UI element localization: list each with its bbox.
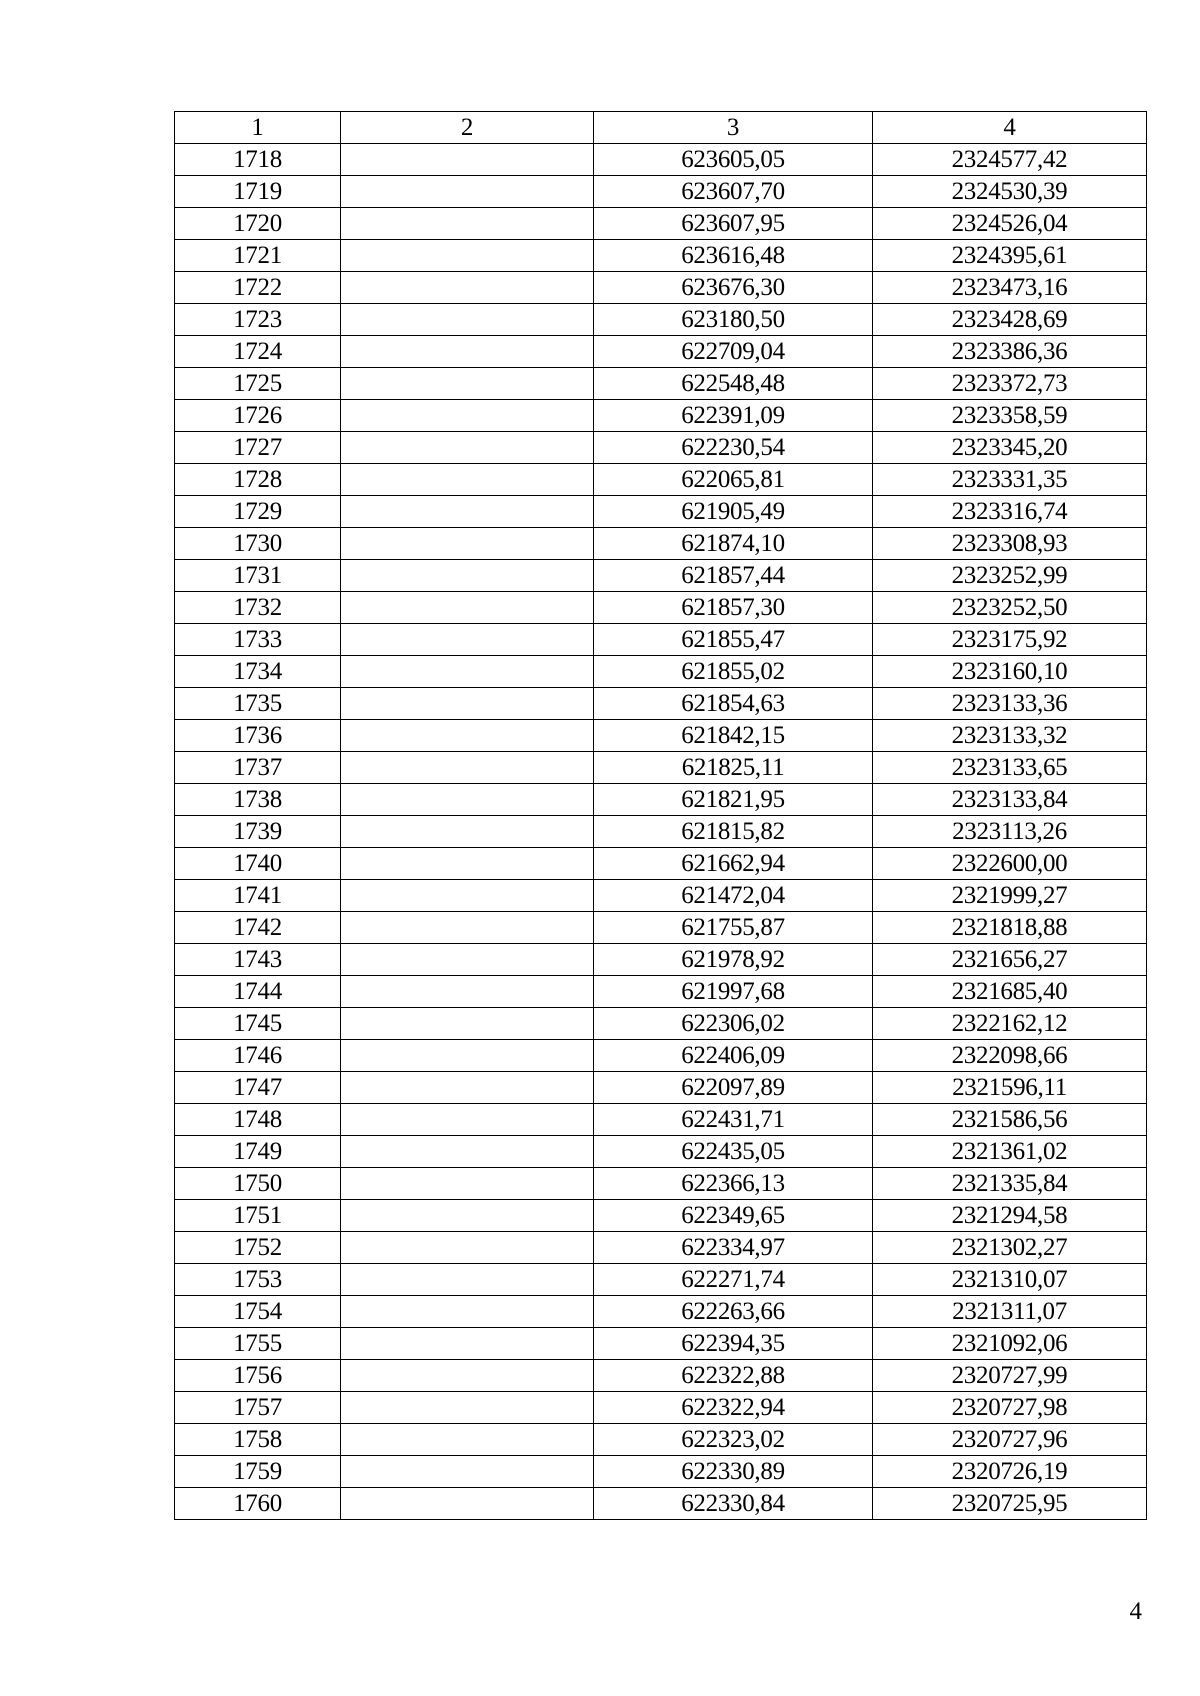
table-cell-col-3: 622391,09 [594,400,873,432]
table-cell-col-1: 1738 [175,784,341,816]
table-row [175,656,1147,688]
table-cell-col-3: 622709,04 [594,336,873,368]
table-cell-col-2 [341,528,594,560]
table-cell-col-1: 1755 [175,1328,341,1360]
table-row [175,784,1147,816]
table-cell-col-1: 1752 [175,1232,341,1264]
table-cell-col-2 [341,1264,594,1296]
page-number: 4 [1129,1598,1142,1625]
table-cell-col-4: 2321310,07 [873,1264,1147,1296]
table-cell-col-2 [341,1456,594,1488]
table-cell-col-3: 622394,35 [594,1328,873,1360]
table-header [175,112,1147,144]
table-cell-col-3: 621855,47 [594,624,873,656]
table-cell-col-1: 1727 [175,432,341,464]
table-cell-col-4: 2323175,92 [873,624,1147,656]
table-cell-col-1: 1726 [175,400,341,432]
table-row [175,144,1147,176]
table-row [175,1360,1147,1392]
table-row [175,1008,1147,1040]
table-row [175,752,1147,784]
table-cell-col-3: 621815,82 [594,816,873,848]
table-cell-col-2 [341,912,594,944]
table-cell-col-4: 2323345,20 [873,432,1147,464]
table-cell-col-3: 623605,05 [594,144,873,176]
table-cell-col-2 [341,1200,594,1232]
table-cell-col-4: 2321311,07 [873,1296,1147,1328]
table-cell-col-2 [341,464,594,496]
table-cell-col-4: 2321294,58 [873,1200,1147,1232]
table-cell-col-3: 623607,70 [594,176,873,208]
header-col-4: 4 [873,112,1147,144]
table-cell-col-2 [341,400,594,432]
table-cell-col-4: 2323473,16 [873,272,1147,304]
table-cell-col-2 [341,208,594,240]
table-cell-col-1: 1743 [175,944,341,976]
table-cell-col-1: 1759 [175,1456,341,1488]
table-cell-col-2 [341,1424,594,1456]
table-row [175,368,1147,400]
table-cell-col-4: 2323133,84 [873,784,1147,816]
table-cell-col-2 [341,784,594,816]
table-cell-col-4: 2321302,27 [873,1232,1147,1264]
table-cell-col-1: 1732 [175,592,341,624]
table-row [175,880,1147,912]
table-cell-col-3: 622334,97 [594,1232,873,1264]
table-row [175,720,1147,752]
table-cell-col-3: 622435,05 [594,1136,873,1168]
table-cell-col-4: 2321596,11 [873,1072,1147,1104]
table-row [175,976,1147,1008]
table-cell-col-1: 1756 [175,1360,341,1392]
table-cell-col-3: 622366,13 [594,1168,873,1200]
header-col-1: 1 [175,112,341,144]
table-cell-col-1: 1744 [175,976,341,1008]
table-cell-col-2 [341,848,594,880]
table-cell-col-4: 2323386,36 [873,336,1147,368]
table-cell-col-2 [341,624,594,656]
table-row [175,1040,1147,1072]
table-cell-col-4: 2321656,27 [873,944,1147,976]
table-cell-col-3: 622230,54 [594,432,873,464]
table-row [175,1072,1147,1104]
table-cell-col-3: 623180,50 [594,304,873,336]
table-row [175,304,1147,336]
table-cell-col-3: 621854,63 [594,688,873,720]
table-cell-col-1: 1749 [175,1136,341,1168]
table-cell-col-4: 2324526,04 [873,208,1147,240]
table-cell-col-4: 2321818,88 [873,912,1147,944]
table-cell-col-3: 622349,65 [594,1200,873,1232]
table-row [175,1232,1147,1264]
table-row [175,624,1147,656]
table-cell-col-2 [341,1168,594,1200]
table-cell-col-3: 622271,74 [594,1264,873,1296]
table-cell-col-1: 1748 [175,1104,341,1136]
table-cell-col-1: 1742 [175,912,341,944]
table-cell-col-3: 621662,94 [594,848,873,880]
header-row [175,112,1147,144]
table-cell-col-1: 1754 [175,1296,341,1328]
table-cell-col-3: 621755,87 [594,912,873,944]
table-cell-col-1: 1719 [175,176,341,208]
table-cell-col-4: 2324395,61 [873,240,1147,272]
table-row [175,464,1147,496]
table-cell-col-2 [341,816,594,848]
table-cell-col-2 [341,1296,594,1328]
table-cell-col-3: 621857,44 [594,560,873,592]
table-cell-col-4: 2322098,66 [873,1040,1147,1072]
table-row [175,1200,1147,1232]
table-cell-col-3: 621857,30 [594,592,873,624]
table-row [175,944,1147,976]
table-body [175,144,1147,1520]
table-cell-col-1: 1751 [175,1200,341,1232]
table-row [175,1168,1147,1200]
table-cell-col-4: 2323308,93 [873,528,1147,560]
table-row [175,1424,1147,1456]
table-row [175,688,1147,720]
table-cell-col-3: 623616,48 [594,240,873,272]
table-cell-col-2 [341,176,594,208]
table-cell-col-3: 622431,71 [594,1104,873,1136]
table-cell-col-2 [341,688,594,720]
table-cell-col-1: 1728 [175,464,341,496]
table-cell-col-3: 623607,95 [594,208,873,240]
table-cell-col-3: 621978,92 [594,944,873,976]
table-cell-col-2 [341,880,594,912]
table-cell-col-4: 2323252,99 [873,560,1147,592]
table-cell-col-3: 621874,10 [594,528,873,560]
table-cell-col-4: 2320727,96 [873,1424,1147,1456]
table-cell-col-2 [341,496,594,528]
table-cell-col-2 [341,720,594,752]
table-cell-col-4: 2323133,36 [873,688,1147,720]
table-cell-col-3: 622322,94 [594,1392,873,1424]
table-cell-col-4: 2321685,40 [873,976,1147,1008]
table-cell-col-1: 1750 [175,1168,341,1200]
table-cell-col-4: 2324577,42 [873,144,1147,176]
table-cell-col-1: 1741 [175,880,341,912]
table-cell-col-3: 621905,49 [594,496,873,528]
table-row [175,1264,1147,1296]
table-cell-col-4: 2323428,69 [873,304,1147,336]
table-cell-col-4: 2321335,84 [873,1168,1147,1200]
table-cell-col-1: 1733 [175,624,341,656]
table-row [175,528,1147,560]
table-row [175,1136,1147,1168]
table-cell-col-2 [341,1328,594,1360]
header-col-2: 2 [341,112,594,144]
table-cell-col-4: 2320725,95 [873,1488,1147,1520]
table-row [175,560,1147,592]
header-col-3: 3 [594,112,873,144]
table-cell-col-4: 2321361,02 [873,1136,1147,1168]
table-cell-col-2 [341,752,594,784]
table-cell-col-1: 1753 [175,1264,341,1296]
table-cell-col-2 [341,432,594,464]
table-cell-col-1: 1722 [175,272,341,304]
table-row [175,1328,1147,1360]
table-cell-col-4: 2323252,50 [873,592,1147,624]
table-row [175,816,1147,848]
table-cell-col-3: 621825,11 [594,752,873,784]
table-cell-col-3: 621472,04 [594,880,873,912]
table-cell-col-3: 622548,48 [594,368,873,400]
table-cell-col-2 [341,240,594,272]
table-row [175,912,1147,944]
table-cell-col-2 [341,976,594,1008]
table-cell-col-2 [341,1360,594,1392]
table-cell-col-1: 1735 [175,688,341,720]
table-cell-col-3: 621842,15 [594,720,873,752]
table-cell-col-4: 2323133,32 [873,720,1147,752]
table-cell-col-4: 2322162,12 [873,1008,1147,1040]
table-cell-col-3: 621855,02 [594,656,873,688]
table-cell-col-1: 1757 [175,1392,341,1424]
table-cell-col-4: 2322600,00 [873,848,1147,880]
table-cell-col-2 [341,1104,594,1136]
table-cell-col-4: 2320727,98 [873,1392,1147,1424]
table-cell-col-2 [341,1136,594,1168]
table-cell-col-1: 1737 [175,752,341,784]
table-row [175,848,1147,880]
table-cell-col-1: 1725 [175,368,341,400]
table-cell-col-2 [341,1488,594,1520]
table-cell-col-2 [341,1008,594,1040]
table-cell-col-1: 1721 [175,240,341,272]
table-cell-col-2 [341,1392,594,1424]
table-cell-col-3: 622065,81 [594,464,873,496]
table-cell-col-3: 622322,88 [594,1360,873,1392]
table-cell-col-2 [341,144,594,176]
table-cell-col-2 [341,1072,594,1104]
table-cell-col-1: 1740 [175,848,341,880]
table-cell-col-2 [341,304,594,336]
table-cell-col-3: 622097,89 [594,1072,873,1104]
table-cell-col-1: 1745 [175,1008,341,1040]
table-cell-col-4: 2320726,19 [873,1456,1147,1488]
coordinates-table [174,111,1147,1520]
table-row [175,272,1147,304]
table-cell-col-2 [341,1232,594,1264]
table-cell-col-1: 1734 [175,656,341,688]
table-cell-col-1: 1760 [175,1488,341,1520]
table-cell-col-4: 2324530,39 [873,176,1147,208]
table-cell-col-2 [341,1040,594,1072]
table-cell-col-3: 622263,66 [594,1296,873,1328]
table-cell-col-2 [341,944,594,976]
table-cell-col-4: 2321586,56 [873,1104,1147,1136]
table-cell-col-2 [341,368,594,400]
table-cell-col-3: 623676,30 [594,272,873,304]
table-cell-col-4: 2323316,74 [873,496,1147,528]
table-cell-col-4: 2323358,59 [873,400,1147,432]
table-cell-col-1: 1730 [175,528,341,560]
table-cell-col-1: 1729 [175,496,341,528]
table-row [175,432,1147,464]
table-cell-col-1: 1720 [175,208,341,240]
table-cell-col-1: 1736 [175,720,341,752]
table-cell-col-1: 1718 [175,144,341,176]
table-cell-col-4: 2323331,35 [873,464,1147,496]
table-row [175,336,1147,368]
table-cell-col-2 [341,592,594,624]
table-cell-col-1: 1747 [175,1072,341,1104]
table-cell-col-4: 2320727,99 [873,1360,1147,1392]
table-row [175,1456,1147,1488]
table-cell-col-3: 621821,95 [594,784,873,816]
table-row [175,1392,1147,1424]
table-cell-col-4: 2323372,73 [873,368,1147,400]
table-row [175,1104,1147,1136]
table-cell-col-1: 1723 [175,304,341,336]
table-cell-col-4: 2321092,06 [873,1328,1147,1360]
table-cell-col-2 [341,336,594,368]
table-row [175,1296,1147,1328]
table-row [175,496,1147,528]
table-cell-col-1: 1746 [175,1040,341,1072]
table-cell-col-3: 622306,02 [594,1008,873,1040]
table-cell-col-2 [341,560,594,592]
table-cell-col-3: 622406,09 [594,1040,873,1072]
table-row [175,592,1147,624]
table-cell-col-4: 2323160,10 [873,656,1147,688]
table-row [175,176,1147,208]
table-cell-col-2 [341,272,594,304]
table-cell-col-1: 1739 [175,816,341,848]
table-cell-col-1: 1758 [175,1424,341,1456]
table-cell-col-2 [341,656,594,688]
table-row [175,240,1147,272]
table-row [175,1488,1147,1520]
table-cell-col-3: 622330,89 [594,1456,873,1488]
table-cell-col-3: 622323,02 [594,1424,873,1456]
table-row [175,208,1147,240]
table-cell-col-4: 2321999,27 [873,880,1147,912]
table-cell-col-4: 2323133,65 [873,752,1147,784]
table-cell-col-1: 1724 [175,336,341,368]
table-cell-col-1: 1731 [175,560,341,592]
table-cell-col-4: 2323113,26 [873,816,1147,848]
table-cell-col-3: 622330,84 [594,1488,873,1520]
table-cell-col-3: 621997,68 [594,976,873,1008]
table-row [175,400,1147,432]
